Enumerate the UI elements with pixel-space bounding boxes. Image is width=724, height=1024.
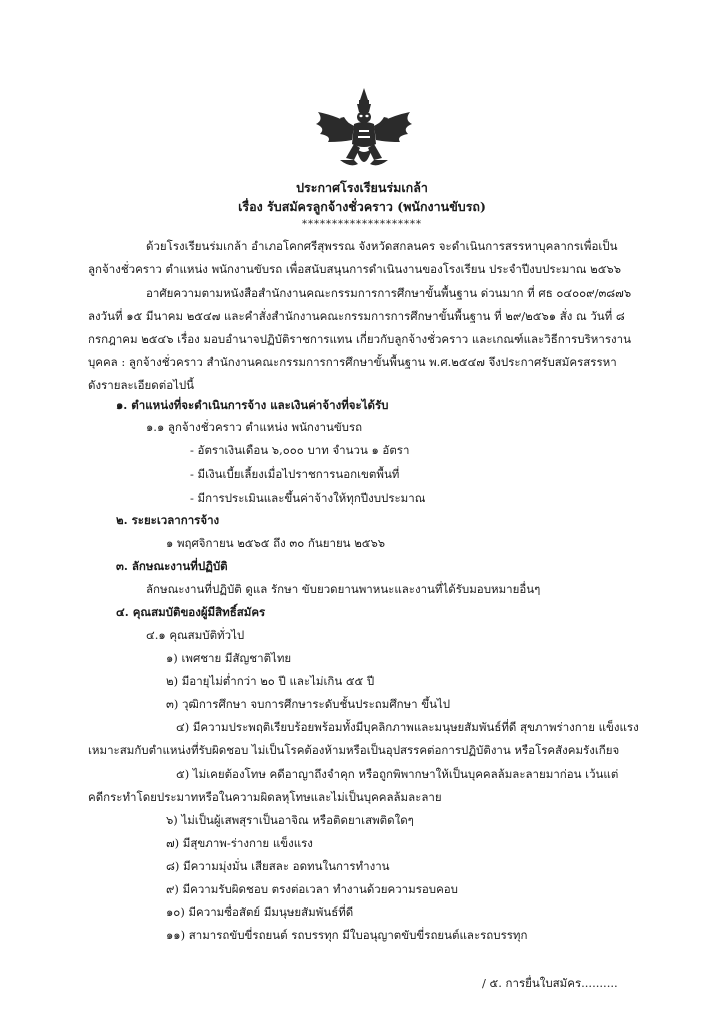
list-item: ๔) มีความประพฤติเรียบร้อยพร้อมทั้งมีบุคลิกภาพและมนุษยสัมพันธ์ที่ดี สุขภาพร่างกาย แข็งแรง: [176, 720, 639, 734]
list-item: ๙) มีความรับผิดชอบ ตรงต่อเวลา ทำงานด้วยความรอบคอบ: [166, 882, 458, 896]
intro-paragraph-line: อาศัยความตามหนังสือสำนักงานคณะกรรมการการศึกษาขั้นพื้นฐาน ด่วนมาก ที่ ศธ ๐๔๐๐๙/๓๘๗๖: [146, 286, 632, 300]
section-subheading: ๑.๑ ลูกจ้างชั่วคราว ตำแหน่ง พนักงานขับรถ: [146, 420, 363, 434]
title-divider: ********************: [302, 219, 422, 230]
intro-paragraph-line: ด้วยโรงเรียนร่มเกล้า อำเภอโคกศรีสุพรรณ จังหวัดสกลนคร จะดำเนินการสรรหาบุคลากรเพื่อเป็น: [146, 239, 618, 253]
section-heading: ๒. ระยะเวลาการจ้าง: [116, 513, 220, 527]
continuation-note: / ๕. การยื่นใบสมัคร..........: [482, 976, 618, 990]
intro-paragraph-line: บุคคล : ลูกจ้างชั่วคราว สำนักงานคณะกรรมการการศึกษาขั้นพื้นฐาน พ.ศ.๒๕๔๗ จึงประกาศรับสมัครสรรหา: [88, 355, 617, 369]
list-item: ๗) มีสุขภาพ-ร่างกาย แข็งแรง: [166, 836, 313, 850]
announcement-subject: เรื่อง รับสมัครลูกจ้างชั่วคราว (พนักงานขับรถ): [238, 199, 486, 214]
list-item: ๑๐) มีความซื่อสัตย์ มีมนุษยสัมพันธ์ที่ดี: [166, 905, 354, 919]
list-item: ๒) มีอายุไม่ต่ำกว่า ๒๐ ปี และไม่เกิน ๕๕ ปี: [166, 674, 375, 688]
list-item: ๖) ไม่เป็นผู้เสพสุราเป็นอาจิณ หรือติดยาเสพติดใดๆ: [166, 813, 414, 827]
intro-paragraph-line: กรกฎาคม ๒๕๔๖ เรื่อง มอบอำนาจปฏิบัติราชการแทน เกี่ยวกับลูกจ้างชั่วคราว และเกณฑ์และวิธีการบริหารงาน: [88, 332, 631, 346]
section-subheading: ๔.๑ คุณสมบัติทั่วไป: [146, 628, 245, 642]
garuda-emblem-icon: [310, 86, 418, 180]
list-item: ๕) ไม่เคยต้องโทษ คดีอาญาถึงจำคุก หรือถูกพิพากษาให้เป็นบุคคลล้มละลายมาก่อน เว้นแต่: [176, 767, 619, 781]
list-item: ๓) วุฒิการศึกษา จบการศึกษาระดับชั้นประถมศึกษา ขึ้นไป: [166, 697, 451, 711]
section-heading: ๓. ลักษณะงานที่ปฏิบัติ: [116, 559, 228, 573]
bullet-item: - มีเงินเบี้ยเลี้ยงเมื่อไปราชการนอกเขตพื้นที่: [190, 467, 400, 481]
intro-paragraph-line: ลงวันที่ ๑๕ มีนาคม ๒๕๔๗ และคำสั่งสำนักงานคณะกรรมการการศึกษาขั้นพื้นฐาน ที่ ๒๙/๒๕๖๑ สั่ง ณ วันที่ ๘: [88, 309, 625, 323]
section-text: ๑ พฤศจิกายน ๒๕๖๕ ถึง ๓๐ กันยายน ๒๕๖๖: [166, 536, 386, 550]
list-item: ๑) เพศชาย มีสัญชาติไทย: [166, 651, 292, 665]
list-item-continued: คดีกระทำโดยประมาทหรือในความผิดลหุโทษและไม่เป็นบุคคลล้มละลาย: [88, 790, 442, 804]
bullet-item: - อัตราเงินเดือน ๖,๐๐๐ บาท จำนวน ๑ อัตรา: [190, 443, 410, 457]
bullet-item: - มีการประเมินและขึ้นค่าจ้างให้ทุกปีงบประมาณ: [190, 491, 426, 505]
section-heading: ๑. ตำแหน่งที่จะดำเนินการจ้าง และเงินค่าจ้างที่จะได้รับ: [116, 398, 389, 412]
list-item: ๘) มีความมุ่งมั่น เสียสละ อดทนในการทำงาน: [166, 859, 390, 873]
intro-paragraph-line: ดังรายละเอียดต่อไปนี้: [88, 378, 195, 392]
announcement-title: ประกาศโรงเรียนร่มเกล้า: [296, 180, 428, 195]
list-item: ๑๑) สามารถขับขี่รถยนต์ รถบรรทุก มีใบอนุญาตขับขี่รถยนต์และรถบรรทุก: [166, 928, 528, 942]
intro-paragraph-line: ลูกจ้างชั่วคราว ตำแหน่ง พนักงานขับรถ เพื่อสนับสนุนการดำเนินงานของโรงเรียน ประจำปีงบประมาณ ๒๕๖๖: [88, 262, 621, 276]
list-item-continued: เหมาะสมกับตำแหน่งที่รับผิดชอบ ไม่เป็นโรคต้องห้ามหรือเป็นอุปสรรคต่อการปฏิบัติงาน หรือโรคสังคมรังเกียจ: [88, 743, 620, 757]
section-text: ลักษณะงานที่ปฏิบัติ ดูแล รักษา ขับยวดยานพาหนะและงานที่ได้รับมอบหมายอื่นๆ: [146, 582, 541, 596]
section-heading: ๔. คุณสมบัติของผู้มีสิทธิ์สมัคร: [116, 605, 266, 619]
